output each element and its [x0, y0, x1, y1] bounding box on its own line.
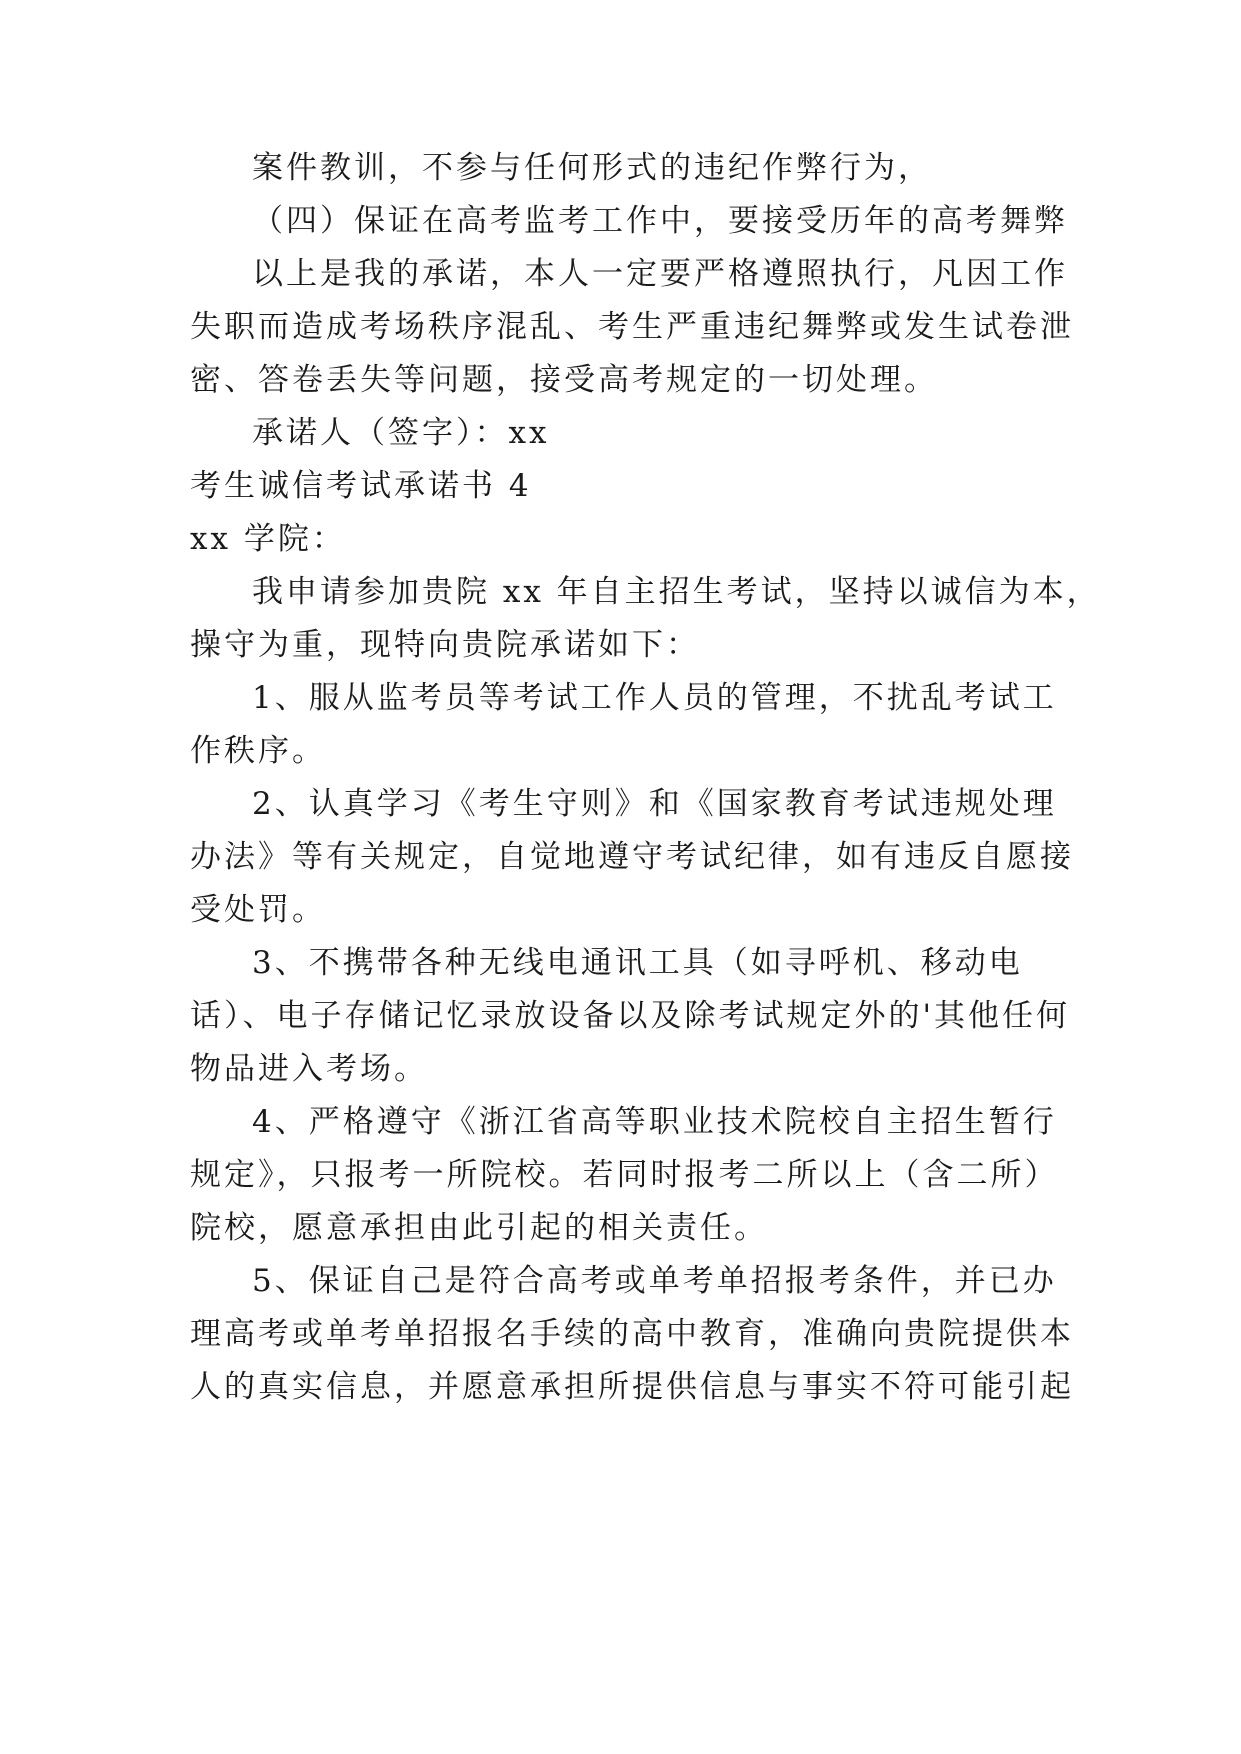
text-line: 作秩序。 [190, 733, 326, 769]
text-line: 密、答卷丢失等问题，接受高考规定的一切处理。 [190, 362, 938, 398]
text-line: 5、保证自己是符合高考或单考单招报考条件，并已办 [252, 1263, 1057, 1299]
text-line: 1、服从监考员等考试工作人员的管理，不扰乱考试工 [252, 680, 1057, 716]
text-line: 人的真实信息，并愿意承担所提供信息与事实不符可能引起 [190, 1369, 1074, 1405]
section-heading: 考生诚信考试承诺书 4 [190, 468, 532, 504]
text-line: 以上是我的承诺，本人一定要严格遵照执行，凡因工作 [252, 256, 1068, 292]
text-line: （四）保证在高考监考工作中，要接受历年的高考舞弊 [252, 203, 1068, 239]
signature-line: 承诺人（签字）：xx [252, 415, 550, 451]
text-line: 话）、电子存储记忆录放设备以及除考试规定外的'其他任何 [190, 998, 1071, 1034]
text-line: 我申请参加贵院 xx 年自主招生考试，坚持以诚信为本， [252, 574, 1101, 610]
text-line: 3、不携带各种无线电通讯工具（如寻呼机、移动电 [252, 945, 1023, 981]
text-line: 办法》等有关规定，自觉地遵守考试纪律，如有违反自愿接 [190, 839, 1074, 875]
text-line: 失职而造成考场秩序混乱、考生严重违纪舞弊或发生试卷泄 [190, 309, 1074, 345]
text-line: 物品进入考场。 [190, 1051, 428, 1087]
text-line: 4、严格遵守《浙江省高等职业技术院校自主招生暂行 [252, 1104, 1057, 1140]
salutation: xx 学院： [190, 521, 346, 557]
text-line: 2、认真学习《考生守则》和《国家教育考试违规处理 [252, 786, 1057, 822]
text-line: 规定》，只报考一所院校。若同时报考二所以上（含二所） [190, 1157, 1059, 1193]
text-line: 院校，愿意承担由此引起的相关责任。 [190, 1210, 768, 1246]
text-line: 操守为重，现特向贵院承诺如下： [190, 627, 700, 663]
text-line: 受处罚。 [190, 892, 326, 928]
text-line: 案件教训，不参与任何形式的违纪作弊行为， [252, 150, 932, 186]
text-line: 理高考或单考单招报名手续的高中教育，准确向贵院提供本 [190, 1316, 1074, 1352]
